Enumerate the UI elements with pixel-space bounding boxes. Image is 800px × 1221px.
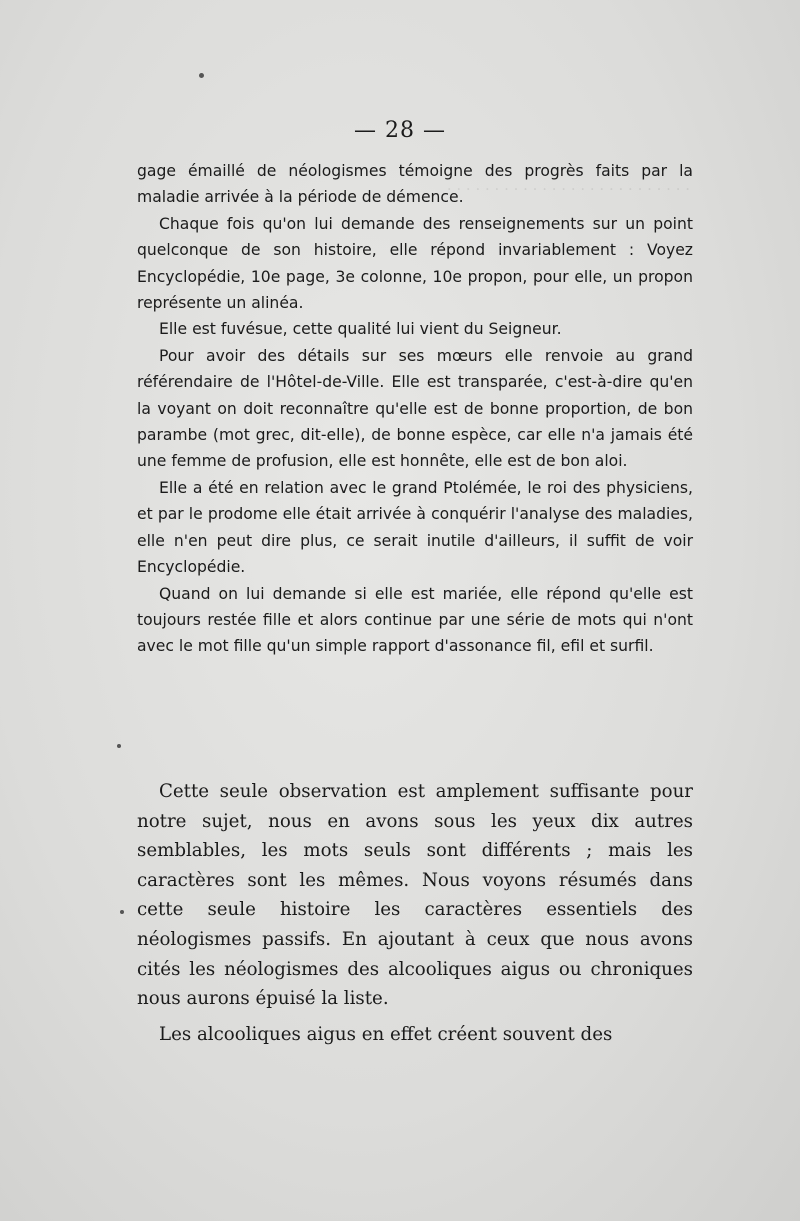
paper-speck [199, 73, 204, 78]
paragraph: Elle a été en relation avec le grand Ptolémée, le roi des physiciens, et par le prodome elle était arrivée à conquérir l'analyse des maladies, elle n'en peut dire plus, ce serait inutile d'ailleurs, il suffit de voir Encyclopédie. [137, 478, 693, 577]
paragraph: Chaque fois qu'on lui demande des renseignements sur un point quelconque de son histoire, elle répond invariablement : Voyez Encyclopédie, 10e page, 3e colonne, 10e propon, pour elle, un propon représente un alinéa. [137, 214, 693, 313]
bleed-through-line: . . . . . . . . . . . . . . . . . . . . . . . . . . [446, 176, 690, 194]
paragraph: Quand on lui demande si elle est mariée, elle répond qu'elle est toujours restée fille et alors continue par une série de mots qui n'ont avec le mot fille qu'un simple rapport d'assonance fil, efil et surfil. [137, 584, 693, 656]
paragraph: gage émaillé de néologismes témoigne des progrès faits par la maladie arrivée à la période de démence. [137, 162, 693, 207]
observation-text [137, 158, 693, 660]
paragraph: Cette seule observation est amplement suffisante pour notre sujet, nous en avons sous les yeux dix autres semblables, les mots seuls sont différents ; mais les caractères sont les mêmes. Nous voyons résumés dans cette seule histoire les caractères essentiels des néologismes passifs. En ajoutant à ceux que nous avons cités les néologismes des alcooliques aigus ou chroniques nous aurons épuisé la liste. [137, 781, 693, 1010]
paper-speck [120, 910, 124, 914]
paragraph: Pour avoir des détails sur ses mœurs elle renvoie au grand référendaire de l'Hôtel-de-Ville. Elle est transparée, c'est-à-dire qu'en la voyant on doit reconnaître qu'elle est de bonne proportion, de bon parambe (mot grec, dit-elle), de bonne espèce, car elle n'a jamais été une femme de profusion, elle est honnête, elle est de bon aloi. [137, 346, 693, 471]
paper-speck [117, 744, 121, 748]
commentary-text [137, 777, 693, 1049]
paragraph: Elle est fuvésue, cette qualité lui vient du Seigneur. [159, 320, 562, 339]
paragraph: Les alcooliques aigus en effet créent souvent des [159, 1023, 613, 1045]
page-number: — 28 — [354, 118, 446, 143]
